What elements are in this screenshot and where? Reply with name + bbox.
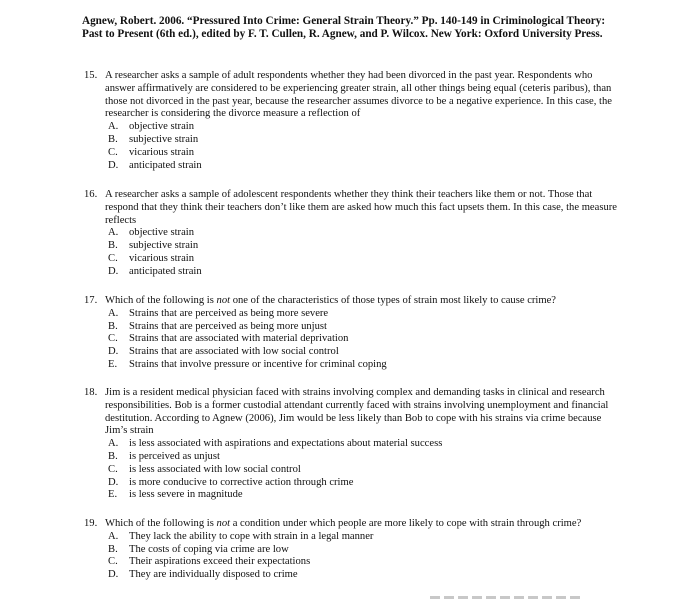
question-number: 16.: [84, 189, 98, 200]
answer-option: E. is less severe in magnitude: [108, 489, 243, 501]
answer-option: A. objective strain: [108, 227, 195, 239]
answer-option: C. is less associated with low social control: [108, 463, 301, 475]
question-19: [84, 518, 624, 582]
answer-options: [84, 438, 624, 502]
citation-header: Agnew, Robert. 2006. “Pressured Into Crime: General Strain Theory.” Pp. 140-149 in Criminological Theory: Past to Present (6th ed.), edited by F. T. Cullen, R. Agnew, and P. Wilcox. New York: Oxford University Press.: [82, 15, 606, 40]
question-stem: [84, 387, 624, 438]
answer-option: A. is less associated with aspirations and expectations about material success: [108, 438, 443, 450]
question-stem: 17. Which of the following is not one of the characteristics of those types of strain most likely to cause crime?: [84, 295, 557, 306]
answer-options: [84, 308, 624, 372]
question-stem: [84, 70, 624, 121]
answer-option: C. Their aspirations exceed their expectations: [108, 556, 311, 568]
question-number: 19.: [84, 518, 98, 529]
question-text: A researcher asks a sample of adolescent respondents whether they think their teachers like them or not. Those that respond that they think their teachers don’t like them are asked how much this fact upsets them. In this case, the measure reflects: [105, 189, 617, 226]
answer-option: C. vicarious strain: [108, 252, 195, 264]
answer-option: B. Strains that are perceived as being more unjust: [108, 320, 327, 332]
answer-option: B. is perceived as unjust: [108, 450, 220, 462]
answer-option: B. subjective strain: [108, 240, 199, 252]
answer-option: D. is more conducive to corrective action through crime: [108, 476, 354, 488]
question-18: [84, 387, 624, 502]
question-stem: [84, 189, 624, 227]
answer-option: C. vicarious strain: [108, 146, 195, 158]
question-number: 15.: [84, 70, 98, 81]
answer-options: [84, 227, 624, 278]
answer-option: D. They are individually disposed to crime: [108, 569, 298, 581]
answer-option: C. Strains that are associated with material deprivation: [108, 333, 349, 345]
answer-option: A. Strains that are perceived as being more severe: [108, 307, 329, 319]
question-number: 18.: [84, 387, 98, 398]
answer-options: [84, 531, 624, 582]
answer-option: B. The costs of coping via crime are low: [108, 543, 289, 555]
answer-option: E. Strains that involve pressure or incentive for criminal coping: [108, 358, 387, 370]
answer-option: D. Strains that are associated with low social control: [108, 346, 339, 358]
emphasis-not: not: [216, 295, 231, 306]
answer-option: D. anticipated strain: [108, 265, 202, 277]
answer-option: A. They lack the ability to cope with strain in a legal manner: [108, 530, 374, 542]
question-text: Jim is a resident medical physician faced with strains involving complex and demanding tasks in clinical and research responsibilities. Bob is a former custodial attendant currently faced with strains involving unemployment and financial destitution. According to Agnew (2006), Jim would be less likely than Bob to cope with his strains via crime because Jim’s strain: [105, 387, 609, 437]
answer-option: A. objective strain: [108, 121, 195, 133]
answer-option: B. subjective strain: [108, 133, 199, 145]
question-17: [84, 295, 624, 372]
question-text: A researcher asks a sample of adult respondents whether they had been divorced in the past year. Respondents who answer affirmatively are considered to be experiencing greater strain, all other things being equal (ceteris paribus), than those not divorced in the past year, because the researcher assumes divorce to be a negative experience. In this case, the researcher is considering the divorce measure a reflection of: [105, 70, 612, 120]
answer-options: [84, 121, 624, 172]
answer-option: D. anticipated strain: [108, 159, 202, 171]
question-16: [84, 189, 624, 279]
question-number: 17.: [84, 295, 98, 306]
emphasis-not: not: [216, 518, 231, 529]
question-15: [84, 70, 624, 172]
question-stem: 19. Which of the following is not a condition under which people are more likely to cope with strain through crime?: [84, 518, 582, 529]
